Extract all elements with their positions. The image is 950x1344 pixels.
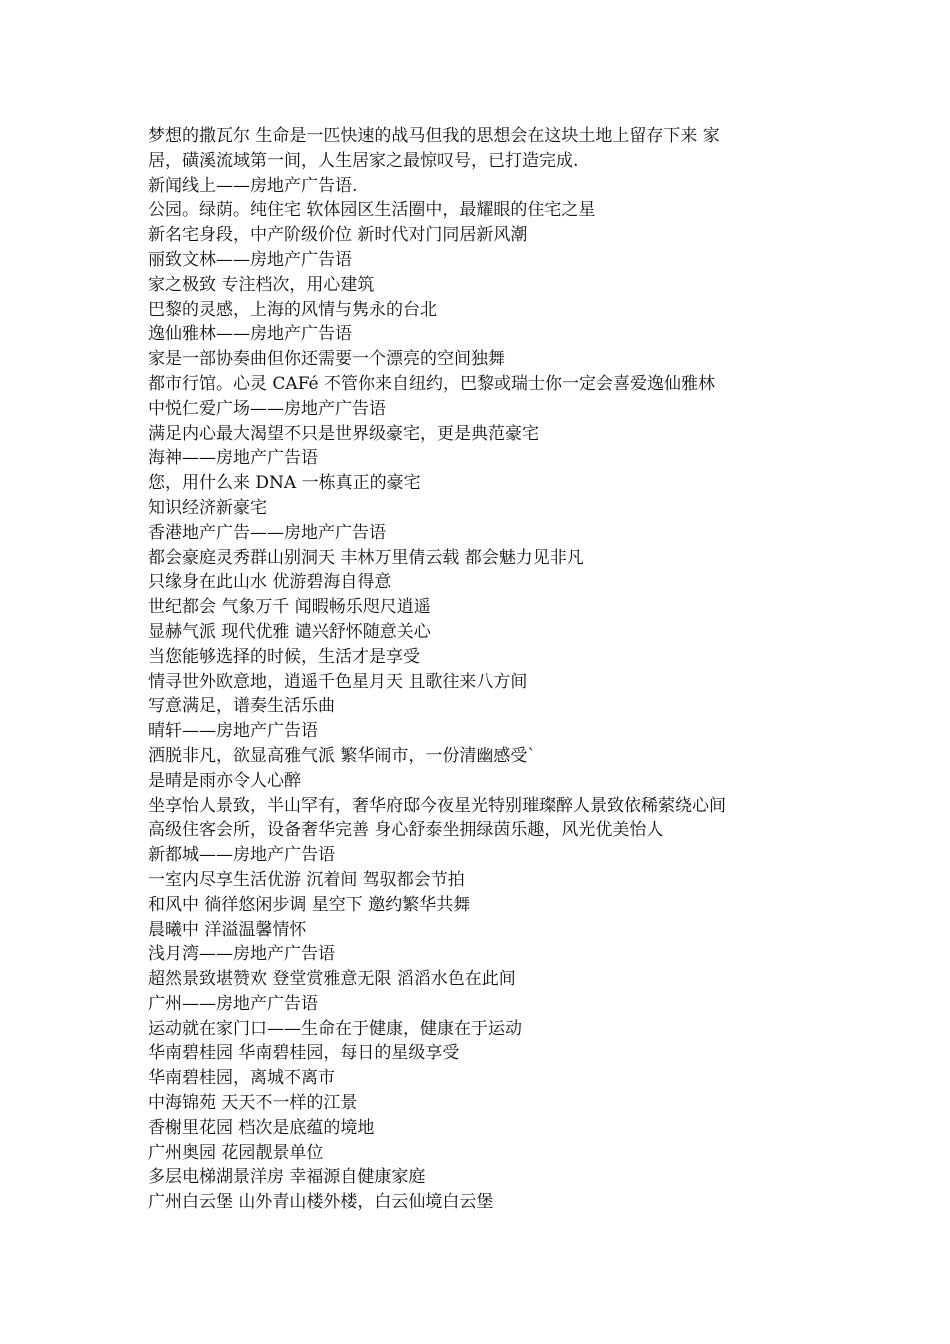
text-line: 巴黎的灵感，上海的风情与隽永的台北	[148, 299, 437, 320]
text-line: 中悦仁爱广场——房地产广告语	[148, 398, 386, 419]
text-line: 梦想的撒瓦尔 生命是一匹快速的战马但我的思想会在这块土地上留存下来 家	[148, 126, 720, 146]
text-line: 知识经济新豪宅	[148, 497, 267, 518]
text-line: 一室内尽享生活优游 沉着间 驾驭都会节拍	[148, 869, 465, 890]
text-line: 洒脱非凡，欲显高雅气派 繁华闹市，一份清幽感受`	[148, 745, 536, 766]
text-line: 只缘身在此山水 优游碧海自得意	[148, 572, 392, 593]
text-line: 多层电梯湖景洋房 幸福源自健康家庭	[148, 1167, 426, 1188]
text-line: 华南碧桂园 华南碧桂园，每日的星级享受	[148, 1043, 460, 1064]
text-line: 都市行馆。心灵 CAFé 不管你来自纽约，巴黎或瑞士你一定会喜爱逸仙雅林	[148, 373, 716, 394]
text-line: 情寻世外欧意地，逍遥千色星月天 且歌往来八方间	[148, 671, 528, 692]
text-line: 新名宅身段，中产阶级价位 新时代对门同居新风潮	[148, 225, 528, 246]
text-line: 高级住客会所，设备奢华完善 身心舒泰坐拥绿茵乐趣，风光优美怡人	[148, 820, 664, 841]
text-line: 华南碧桂园，离城不离市	[148, 1068, 335, 1089]
text-line: 是晴是雨亦令人心醉	[148, 770, 301, 791]
text-line: 写意满足，谱奏生活乐曲	[148, 696, 335, 717]
text-line: 晴轩——房地产广告语	[148, 721, 318, 742]
text-line: 家是一部协奏曲但你还需要一个漂亮的空间独舞	[148, 349, 505, 370]
text-line: 新都城——房地产广告语	[148, 845, 335, 866]
text-line: 广州白云堡 山外青山楼外楼，白云仙境白云堡	[148, 1192, 494, 1213]
text-line: 逸仙雅林——房地产广告语	[148, 324, 352, 345]
text-line: 都会豪庭灵秀群山别洞天 丰林万里倩云载 都会魅力见非凡	[148, 547, 584, 568]
text-line: 运动就在家门口——生命在于健康，健康在于运动	[148, 1018, 522, 1039]
text-line: 超然景致堪赞欢 登堂赏雅意无限 滔滔水色在此间	[148, 969, 516, 990]
text-line: 浅月湾——房地产广告语	[148, 944, 335, 965]
text-line: 晨曦中 洋溢温馨情怀	[148, 919, 307, 940]
text-line: 世纪都会 气象万千 闻暇畅乐咫尺逍遥	[148, 597, 431, 618]
text-line: 满足内心最大渴望不只是世界级豪宅，更是典范豪宅	[148, 423, 539, 444]
text-line: 香港地产广告——房地产广告语	[148, 522, 386, 543]
text-line: 中海锦苑 天天不一样的江景	[148, 1093, 358, 1114]
text-line: 当您能够选择的时候，生活才是享受	[148, 646, 420, 667]
text-line: 居，磺溪流域第一间，人生居家之最惊叹号，已打造完成.	[148, 150, 579, 171]
text-line: 新闻线上——房地产广告语.	[148, 175, 358, 196]
text-line: 和风中 徜徉悠闲步调 星空下 邀约繁华共舞	[148, 894, 471, 915]
text-line: 海神——房地产广告语	[148, 448, 318, 469]
text-line: 公园。绿荫。纯住宅 软体园区生活圈中，最耀眼的住宅之星	[148, 200, 596, 221]
text-line: 坐享怡人景致，半山罕有，奢华府邸今夜星光特别璀璨醉人景致依稀萦绕心间	[148, 795, 726, 816]
text-line: 显赫气派 现代优雅 谴兴舒怀随意关心	[148, 621, 431, 642]
document-body	[148, 124, 828, 1215]
text-line: 丽致文林——房地产广告语	[148, 249, 352, 270]
text-line: 您，用什么来 DNA 一栋真正的豪宅	[148, 473, 421, 494]
text-line: 广州奥园 花园靓景单位	[148, 1142, 324, 1163]
text-line: 香榭里花园 档次是底蕴的境地	[148, 1117, 375, 1138]
text-line: 广州——房地产广告语	[148, 993, 318, 1014]
text-line: 家之极致 专注档次，用心建筑	[148, 274, 375, 295]
